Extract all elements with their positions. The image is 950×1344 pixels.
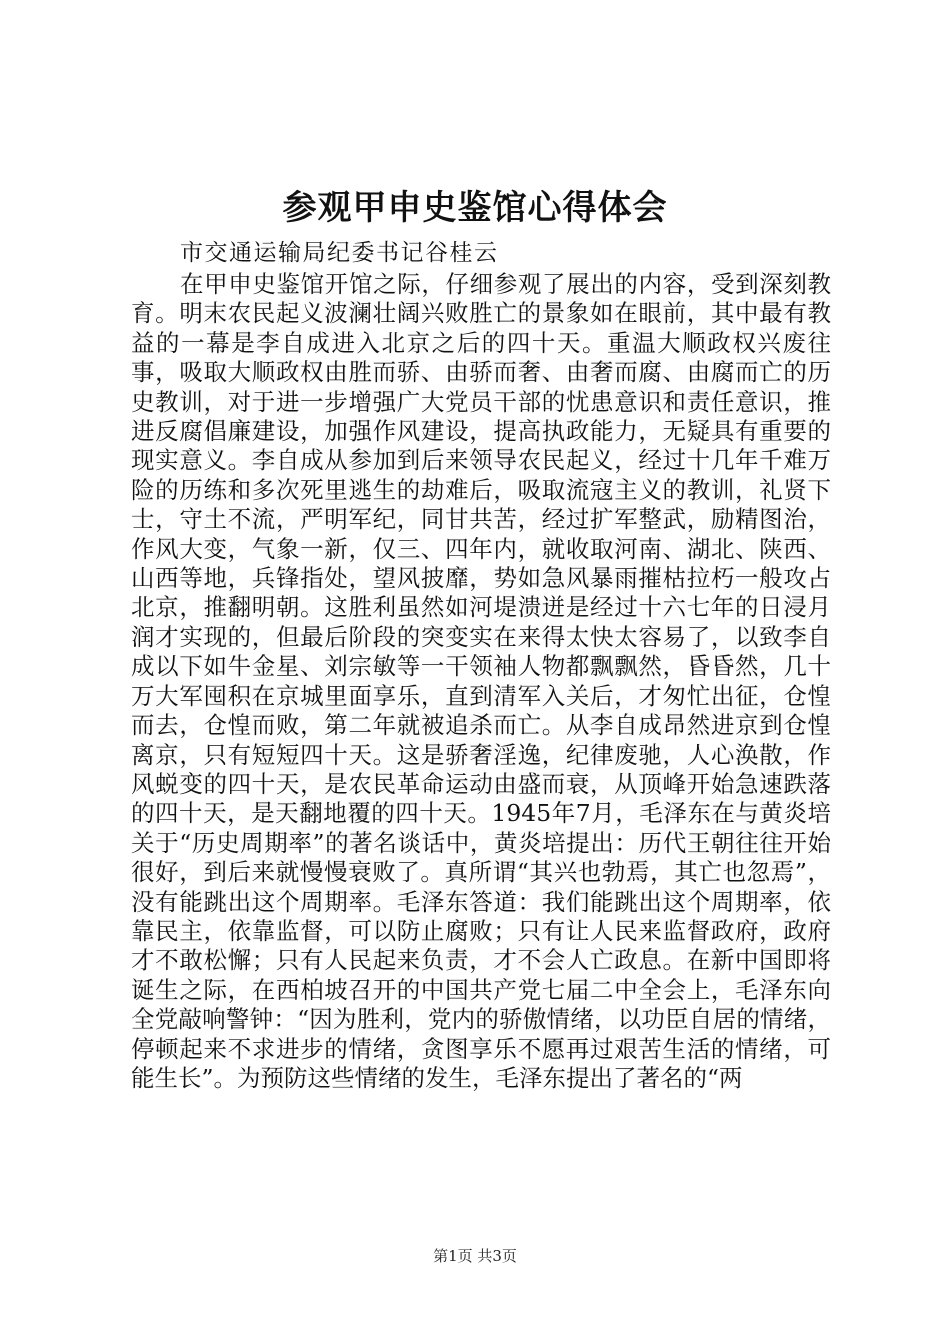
document-title: 参观甲申史鉴馆心得体会	[282, 188, 668, 228]
page-footer: 第1页 共3页	[433, 1247, 517, 1265]
author-line: 市交通运输局纪委书记谷桂云	[180, 240, 499, 266]
body-paragraph: 在甲申史鉴馆开馆之际，仔细参观了展出的内容，受到深刻教育。明末农民起义波澜壮阔兴败胜亡的景象如在眼前，其中最有教益的一幕是李自成进入北京之后的四十天。重温大顺政权兴废往事，吸取大顺政权由胜而骄、由骄而奢、由奢而腐、由腐而亡的历史教训，对于进一步增强广大党员干部的忧患意识和责任意识，推进反腐倡廉建设，加强作风建设，提高执政能力，无疑具有重要的现实意义。李自成从参加到后来领导农民起义，经过十几年千难万险的历练和多次死里逃生的劫难后，吸取流寇主义的教训，礼贤下士，守土不流，严明军纪，同甘共苦，经过扩军整武，励精图治，作风大变，气象一新，仅三、四年内，就收取河南、湖北、陕西、山西等地，兵锋指处，望风披靡，势如急风暴雨摧枯拉朽一般攻占北京，推翻明朝。这胜利虽然如河堤溃迸是经过十六七年的日浸月润才实现的，但最后阶段的突变实在来得太快太容易了，以致李自成以下如牛金星、刘宗敏等一干领袖人物都飘飘然，昏昏然，几十万大军囤积在京城里面享乐，直到清军入关后，才匆忙出征，仓惶而去，仓惶而败，第二年就被追杀而亡。从李自成昂然进京到仓惶离京，只有短短四十天。这是骄奢淫逸，纪律废驰，人心涣散，作风蜕变的四十天，是农民革命运动由盛而衰，从顶峰开始急速跌落的四十天，是天翻地覆的四十天。1945年7月，毛泽东在与黄炎培关于“历史周期率”的著名谈话中，黄炎培提出：历代王朝往往开始很好，到后来就慢慢衰败了。真所谓“其兴也勃焉，其亡也忽焉”，没有能跳出这个周期率。毛泽东答道：我们能跳出这个周期率，依靠民主，依靠监督，可以防止腐败；只有让人民来监督政府，政府才不敢松懈；只有人民起来负责，才不会人亡政息。在新中国即将诞生之际，在西柏坡召开的中国共产党七届二中全会上，毛泽东向全党敲响警钟：“因为胜利，党内的骄傲情绪，以功臣自居的情绪，停顿起来不求进步的情绪，贪图享乐不愿再过艰苦生活的情绪，可能生长”。为预防这些情绪的发生，毛泽东提出了著名的“两	[131, 270, 831, 1092]
